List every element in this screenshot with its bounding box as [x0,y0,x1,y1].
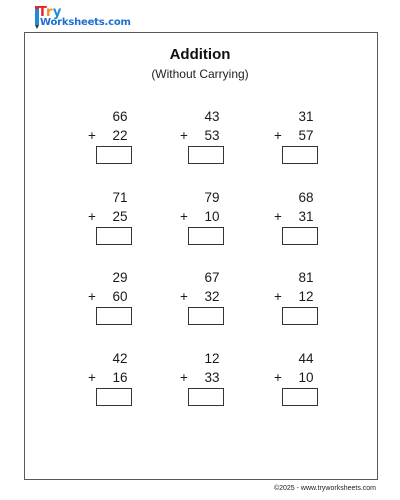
answer-box[interactable] [282,307,318,325]
answer-box[interactable] [96,227,132,245]
answer-box[interactable] [282,227,318,245]
addition-problem [88,190,148,250]
addend-bottom: 16 [112,370,128,385]
worksheet-title: Addition [169,46,231,63]
plus-sign: + [274,209,282,224]
addition-problem [88,270,148,330]
site-logo [34,4,134,32]
addend-bottom: 57 [298,128,314,143]
addend-top: 66 [112,109,128,124]
answer-box[interactable] [282,388,318,406]
addend-top: 44 [298,351,314,366]
plus-sign: + [88,128,96,143]
addend-bottom: 33 [204,370,220,385]
plus-sign: + [274,289,282,304]
addend-top: 71 [112,190,128,205]
plus-sign: + [88,209,96,224]
plus-sign: + [180,128,188,143]
answer-box[interactable] [96,307,132,325]
worksheet-frame [24,32,378,480]
addend-top: 12 [204,351,220,366]
addition-problem [274,190,334,250]
addition-problem [274,351,334,411]
addend-top: 43 [204,109,220,124]
addend-top: 81 [298,270,314,285]
plus-sign: + [180,370,188,385]
addition-problem [274,109,334,169]
addend-bottom: 22 [112,128,128,143]
addend-bottom: 12 [298,289,314,304]
plus-sign: + [88,289,96,304]
addend-top: 29 [112,270,128,285]
plus-sign: + [180,289,188,304]
addend-top: 31 [298,109,314,124]
plus-sign: + [88,370,96,385]
plus-sign: + [274,128,282,143]
logo-worksheets-text: Worksheets.com [40,17,131,28]
addend-bottom: 32 [204,289,220,304]
worksheet-subtitle: (Without Carrying) [151,67,249,81]
addend-bottom: 60 [112,289,128,304]
footer-copyright: ©2025 - www.tryworksheets.com [273,485,376,492]
addend-bottom: 53 [204,128,220,143]
plus-sign: + [180,209,188,224]
answer-box[interactable] [188,227,224,245]
addition-problem [180,190,240,250]
addition-problem [274,270,334,330]
answer-box[interactable] [96,146,132,164]
addition-problem [88,351,148,411]
addend-bottom: 31 [298,209,314,224]
answer-box[interactable] [188,388,224,406]
answer-box[interactable] [96,388,132,406]
answer-box[interactable] [282,146,318,164]
answer-box[interactable] [188,307,224,325]
addend-bottom: 10 [204,209,220,224]
addend-top: 79 [204,190,220,205]
answer-box[interactable] [188,146,224,164]
addend-bottom: 10 [298,370,314,385]
addition-problem [88,109,148,169]
addend-top: 42 [112,351,128,366]
addend-bottom: 25 [112,209,128,224]
addition-problem [180,109,240,169]
plus-sign: + [274,370,282,385]
logo-try-text: Try [38,5,62,20]
addend-top: 68 [298,190,314,205]
addend-top: 67 [204,270,220,285]
addition-problem [180,270,240,330]
addition-problem [180,351,240,411]
